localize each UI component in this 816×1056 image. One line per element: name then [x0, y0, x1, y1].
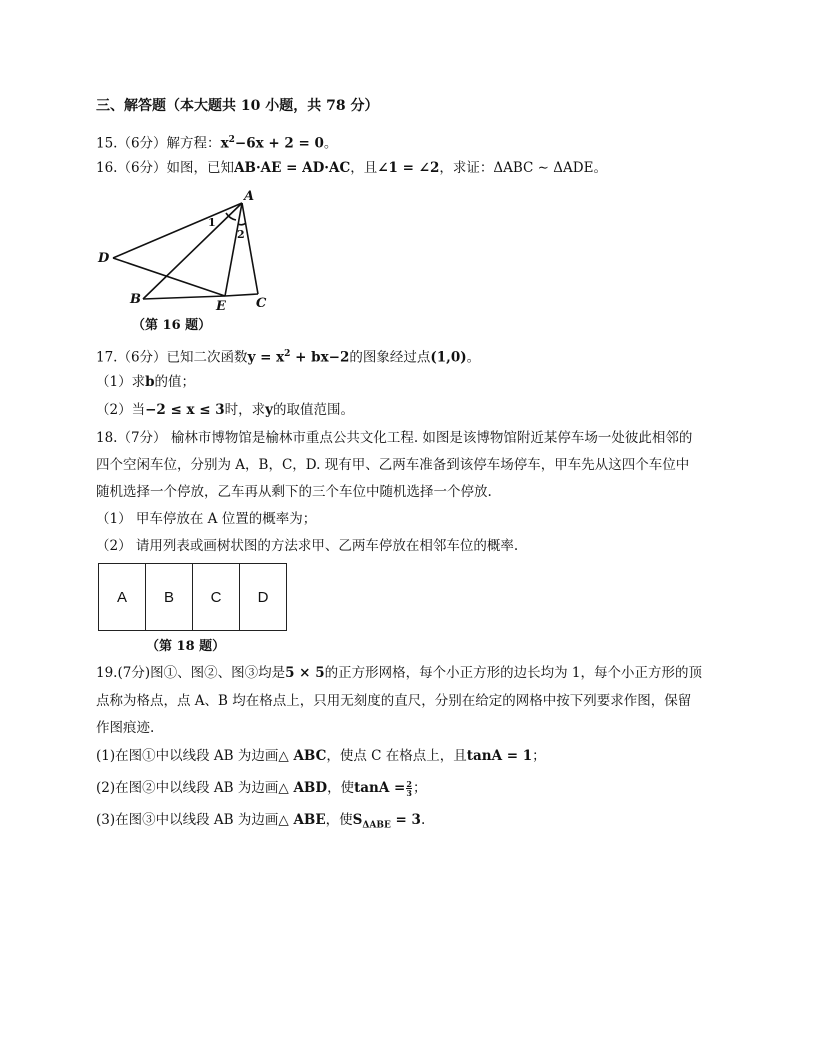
segment-de — [113, 258, 225, 296]
segment-be — [143, 296, 225, 299]
segment-ac — [242, 203, 258, 294]
question-19-line-2: 点称为格点，点 A、B 均在格点上，只用无刻度的直尺，分别在给定的网格中按下列要求作图，保留 — [96, 693, 692, 709]
angle-2-arc — [238, 223, 246, 225]
question-19-line-3: 作图痕迹. — [96, 720, 155, 736]
figure-18-parking-spaces — [98, 563, 287, 631]
fraction-two-thirds: $\frac{2}{3}$ — [406, 779, 412, 798]
question-18-line-1: 18.（7分） 榆林市博物馆是榆林市重点公共文化工程. 如图是该博物馆附近某停车场一处彼此相邻的 — [96, 430, 693, 446]
question-17-part-1: （1）求b的值； — [96, 374, 196, 390]
question-19-part-1: (1)在图①中以线段 AB 为边画△ ABC，使点 C 在格点上，且tanA = 1； — [96, 748, 546, 764]
question-19-line-1: 19.(7分)图①、图②、图③均是5 × 5的正方形网格，每个小正方形的边长均为 1，每个小正方形的顶 — [96, 665, 702, 681]
question-18-part-2: （2） 请用列表或画树状图的方法求甲、乙两车停放在相邻车位的概率. — [96, 538, 519, 554]
parking-space-d: D — [240, 564, 287, 631]
section-title: 三、解答题（本大题共 10 小题，共 78 分） — [96, 98, 379, 114]
question-17-part-2: （2）当−2 ≤ x ≤ 3时，求y的取值范围。 — [96, 402, 355, 418]
label-b: B — [130, 292, 141, 307]
question-18-line-2: 四个空闲车位，分别为 A，B，C，D. 现有甲、乙两车准备到该停车场停车，甲车先从这四个车位中 — [96, 457, 690, 473]
label-c: C — [256, 296, 267, 311]
parking-space-a: A — [99, 564, 146, 631]
parking-space-b: B — [146, 564, 193, 631]
segment-ec — [225, 294, 258, 296]
label-d: D — [98, 251, 110, 266]
figure-16-caption: （第 16 题） — [132, 318, 212, 333]
question-17: 17.（6分）已知二次函数$y = x^2 + bx-2$的图象经过点(1,0)。 — [96, 349, 481, 366]
figure-18-caption: （第 18 题） — [146, 639, 226, 654]
label-angle-2: 2 — [237, 228, 245, 241]
parking-space-c: C — [193, 564, 240, 631]
question-18-line-3: 随机选择一个停放，乙车再从剩下的三个车位中随机选择一个停放. — [96, 484, 492, 500]
question-19-part-2: (2)在图②中以线段 AB 为边画△ ABD，使tanA = $\frac{2}{3}$ ； — [96, 779, 427, 798]
question-16: 16.（6分）如图，已知AB·AE = AD·AC，且∠1 = ∠2，求证：ΔABC ∼ ΔADE。 — [96, 160, 607, 176]
label-a: A — [244, 189, 255, 204]
segment-ad — [113, 203, 242, 258]
question-18-part-1: （1） 甲车停放在 A 位置的概率为； — [96, 511, 317, 527]
question-15: 15.（6分）解方程：$x^2-6x + 2 = 0$。 — [96, 135, 338, 152]
label-e: E — [216, 299, 226, 314]
question-19-part-3: (3)在图③中以线段 AB 为边画△ ABE，使$S_{\Delta ABE} = 3$. — [96, 812, 426, 831]
label-angle-1: 1 — [208, 216, 216, 229]
